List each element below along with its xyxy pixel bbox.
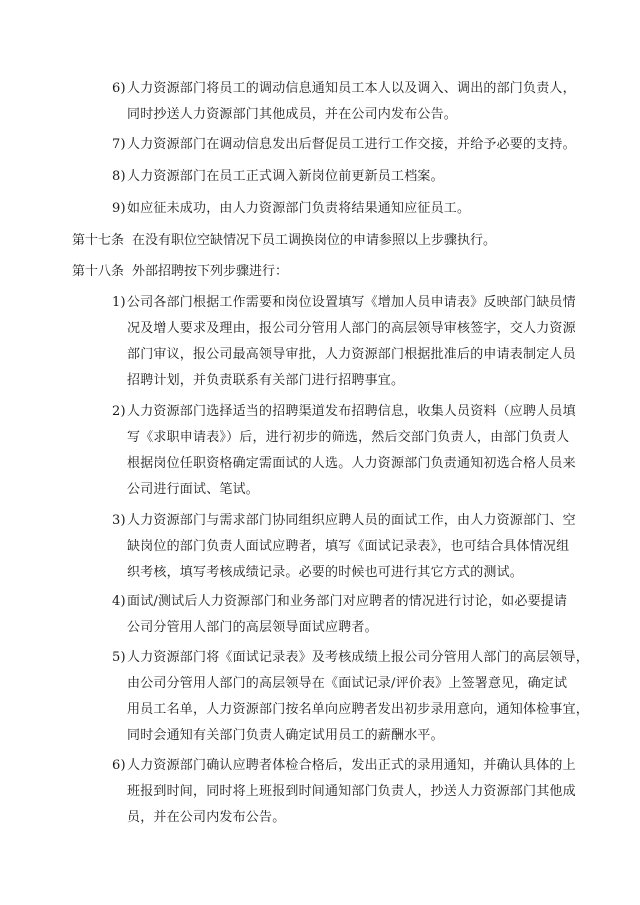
- item-text-line: 人力资源部门将员工的调动信息通知员工本人以及调入、调出的部门负责人，: [127, 81, 576, 96]
- list-item-8: [112, 164, 444, 190]
- item-text-line: 人力资源部门选择适当的招聘渠道发布招聘信息，收集人员资料（应聘人员填: [127, 404, 576, 419]
- item-number: 3): [112, 513, 126, 528]
- item-text-line: 用员工名单，人力资源部门按名单向应聘者发出初步录用意向，通知体检事宜，: [127, 702, 590, 717]
- list-item-9: [112, 196, 470, 222]
- item-text-line: 班报到时间，同时将上班报到时间通知部门负责人，抄送人力资源部门其他成: [127, 784, 576, 799]
- list-item-4: [112, 589, 567, 641]
- article-17: [72, 228, 496, 254]
- item-text-line: 如应征未成功，由人力资源部门负责将结果通知应征员工。: [127, 201, 471, 216]
- item-number: 7): [112, 137, 126, 152]
- article-18: [72, 259, 288, 285]
- item-number: 6): [112, 758, 126, 773]
- item-number: 9): [112, 201, 126, 216]
- item-text-line: 人力资源部门在员工正式调入新岗位前更新员工档案。: [127, 169, 444, 184]
- item-number: 5): [112, 650, 126, 665]
- item-text-line: 人力资源部门将《面试记录表》及考核成绩上报公司分管用人部门的高层领导，: [127, 650, 590, 665]
- article-label: 第十七条: [72, 233, 125, 248]
- item-text-line: 员，并在公司内发布公告。: [127, 810, 286, 825]
- item-text-line: 同时抄送人力资源部门其他成员，并在公司内发布公告。: [127, 107, 458, 122]
- list-item-1: [112, 290, 576, 394]
- list-item-2: [112, 399, 576, 503]
- item-text-line: 人力资源部门与需求部门协同组织应聘人员的面试工作，由人力资源部门、空: [127, 513, 576, 528]
- item-text-line: 部门审议，报公司最高领导审批，人力资源部门根据批准后的申请表制定人员: [127, 347, 576, 362]
- item-text-line: 人力资源部门在调动信息发出后督促员工进行工作交接，并给予必要的支持。: [127, 137, 576, 152]
- item-number: 2): [112, 404, 126, 419]
- item-text-line: 缺岗位的部门负责人面试应聘者，填写《面试记录表》，也可结合具体情况组: [127, 539, 570, 554]
- item-number: 8): [112, 169, 126, 184]
- item-text-line: 况及增人要求及理由，报公司分管用人部门的高层领导审核签字，交人力资源: [127, 321, 576, 336]
- list-item-7: [112, 132, 576, 158]
- article-label: 第十八条: [72, 264, 125, 279]
- list-item-5: [112, 645, 589, 749]
- item-text-line: 公司各部门根据工作需要和岗位设置填写《增加人员申请表》反映部门缺员情: [127, 295, 576, 310]
- item-text-line: 织考核，填写考核成绩记录。必要的时候也可进行其它方式的测试。: [127, 565, 524, 580]
- list-item-3: [112, 508, 576, 586]
- item-text-line: 由公司分管用人部门的高层领导在《面试记录/评价表》上签署意见，确定试: [127, 676, 568, 691]
- article-text: 外部招聘按下列步骤进行：: [132, 264, 289, 279]
- item-text-line: 根据岗位任职资格确定需面试的人选。人力资源部门负责通知初选合格人员来: [127, 456, 576, 471]
- list-item-6: [112, 76, 576, 128]
- item-number: 1): [112, 295, 126, 310]
- item-text-line: 同时会通知有关部门负责人确定试用员工的薪酬水平。: [127, 728, 444, 743]
- article-text: 在没有职位空缺情况下员工调换岗位的申请参照以上步骤执行。: [132, 233, 497, 248]
- item-number: 4): [112, 594, 126, 609]
- item-text-line: 公司进行面试、笔试。: [127, 482, 260, 497]
- item-number: 6): [112, 81, 126, 96]
- item-text-line: 招聘计划，并负责联系有关部门进行招聘事宜。: [127, 373, 405, 388]
- list-item-6b: [112, 753, 576, 831]
- item-text-line: 写《求职申请表》）后，进行初步的筛选，然后交部门负责人，由部门负责人: [127, 430, 570, 445]
- item-text-line: 面试/测试后人力资源部门和业务部门对应聘者的情况进行讨论，如必要提请: [127, 594, 568, 609]
- item-text-line: 人力资源部门确认应聘者体检合格后，发出正式的录用通知，并确认具体的上: [127, 758, 576, 773]
- item-text-line: 公司分管用人部门的高层领导面试应聘者。: [127, 620, 378, 635]
